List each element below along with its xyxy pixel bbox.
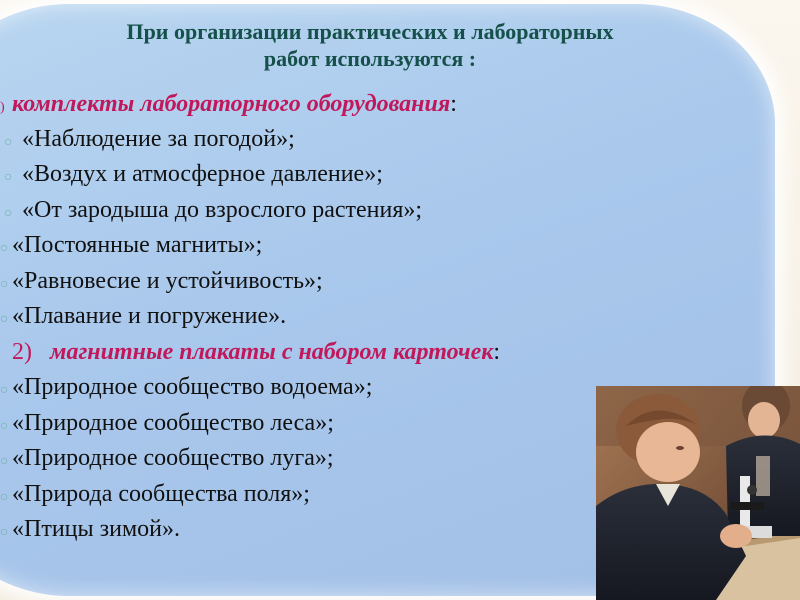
section2-heading-row [12,335,500,369]
list-item [4,193,422,227]
list-item [0,441,334,475]
bullet-icon: ○ [4,135,13,150]
bullet-icon: ○ [0,312,9,327]
list-item [4,157,383,191]
bullet-icon: ○ [0,383,9,398]
list-item [0,406,334,440]
classroom-photo-illustration [596,386,800,600]
bullet-icon: ○ [0,454,9,469]
section2-number: 2) [12,339,32,365]
list-item-text: «Воздух и атмосферное давление»; [16,161,383,187]
list-item-text: «Природное сообщество леса»; [12,410,334,436]
list-item-text: «От зародыша до взрослого растения»; [16,197,423,223]
section2-heading: магнитные плакаты с набором карточек [50,339,494,365]
list-item [0,264,323,298]
list-item-text: «Природа сообщества поля»; [12,481,310,507]
bullet-icon: ○ [0,490,9,505]
list-item-text: «Птицы зимой». [12,516,180,542]
title-line-2: работ используются : [263,46,477,71]
classroom-photo [596,386,800,600]
list-item [0,370,372,404]
list-item [0,512,180,546]
list-item-text: «Плавание и погружение». [12,303,287,329]
bullet-icon: ○ [0,525,9,540]
section1-number: ) [0,100,5,115]
title-line-1: При организации практических и лабораторных [126,19,614,44]
list-item-text: «Равновесие и устойчивость»; [12,268,323,294]
list-item-text: «Постоянные магниты»; [12,232,263,258]
bullet-icon: ○ [4,170,13,185]
bullet-icon: ○ [4,206,13,221]
bullet-icon: ○ [0,419,9,434]
section2-colon: : [493,339,501,365]
list-item-text: «Природное сообщество водоема»; [12,374,373,400]
section1-colon: : [450,91,457,117]
slide-title [0,18,740,72]
bullet-icon: ○ [0,277,9,292]
list-item [4,122,295,156]
list-item [0,228,262,262]
list-item [0,299,286,333]
list-item-text: «Природное сообщество луга»; [12,445,334,471]
list-item-text: «Наблюдение за погодой»; [16,126,295,152]
bullet-icon: ○ [0,241,9,256]
list-item [0,477,310,511]
section1-heading: комплекты лабораторного оборудования [12,91,451,117]
section1-heading-row [0,87,457,121]
